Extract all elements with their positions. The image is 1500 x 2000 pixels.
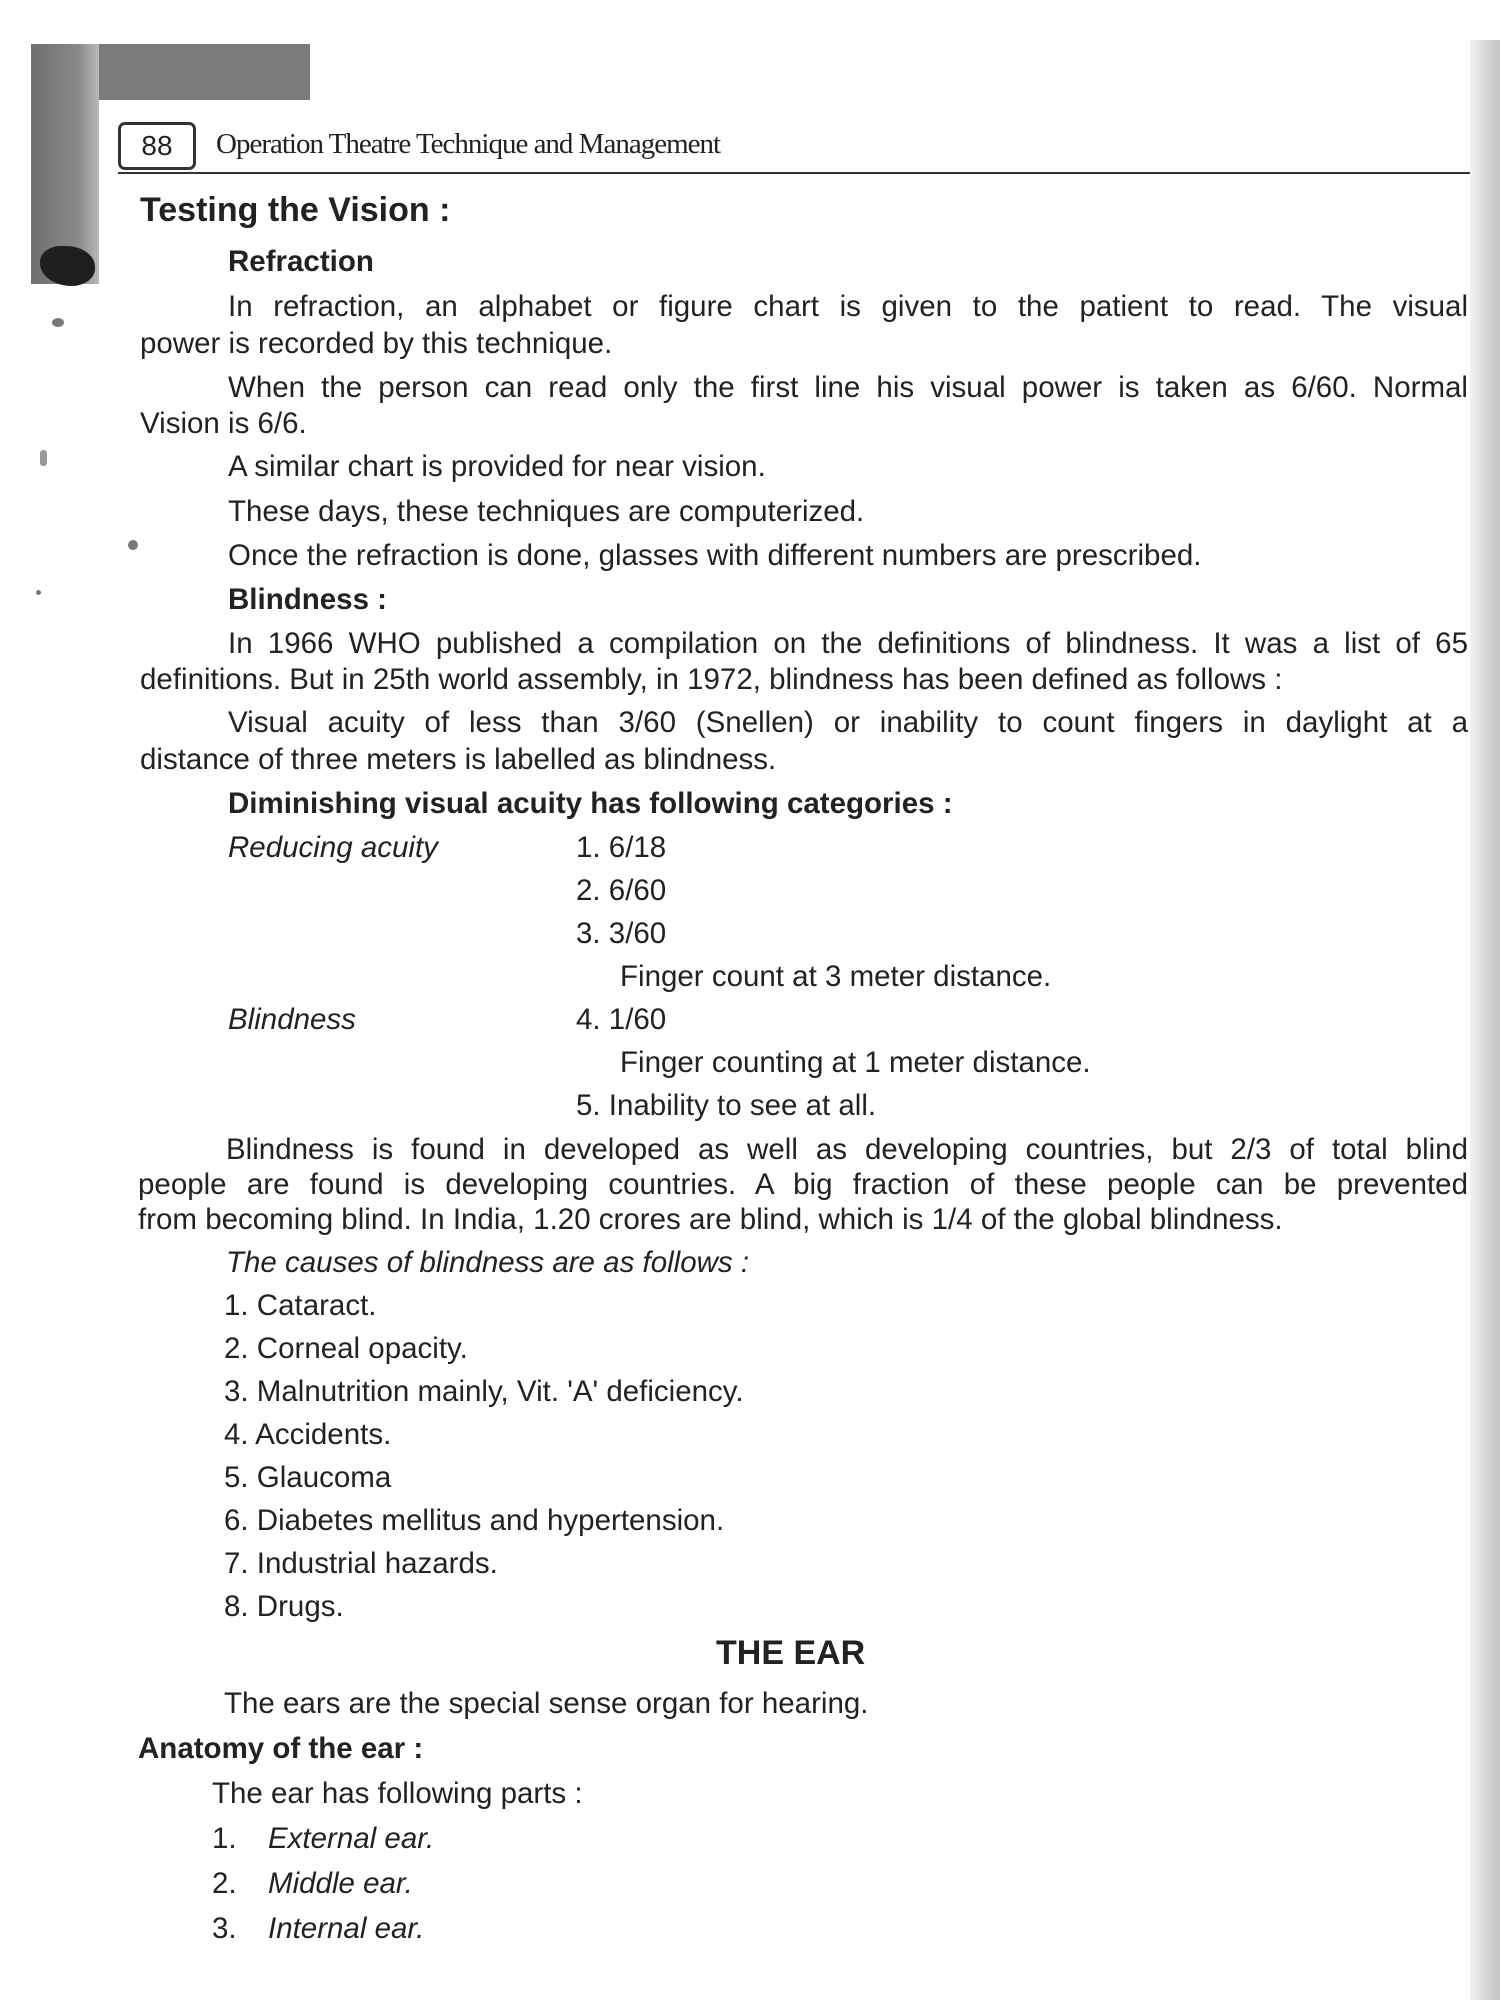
subheading-refraction: Refraction — [228, 245, 374, 278]
cause-item: 6. Diabetes mellitus and hypertension. — [224, 1504, 725, 1537]
prevalence-line2: people are found is developing countries. A big fraction of these people can be prevented — [138, 1168, 1468, 1201]
acuity-item-note: Finger count at 3 meter distance. — [620, 960, 1052, 993]
cause-item: 5. Glaucoma — [224, 1461, 392, 1494]
scan-speck — [36, 590, 41, 595]
refraction-p2-line2: Vision is 6/6. — [140, 407, 307, 440]
blindness-p1-line1: In 1966 WHO published a compilation on the definitions of blindness. It was a list of 65 — [228, 627, 1468, 660]
acuity-label-reducing: Reducing acuity — [228, 831, 438, 864]
ear-part-number: 3. — [212, 1912, 237, 1945]
page-number: 88 — [118, 122, 196, 170]
ear-part-name: Middle ear. — [268, 1867, 413, 1900]
acuity-item-note: Finger counting at 1 meter distance. — [620, 1046, 1091, 1079]
refraction-p1-line1: In refraction, an alphabet or figure chart is given to the patient to read. The visual — [228, 290, 1468, 323]
ear-part-name: External ear. — [268, 1822, 435, 1855]
ear-intro: The ears are the special sense organ for hearing. — [224, 1687, 869, 1720]
cause-item: 8. Drugs. — [224, 1590, 344, 1623]
refraction-p4: These days, these techniques are computerized. — [228, 495, 865, 528]
refraction-p3: A similar chart is provided for near vision. — [228, 450, 766, 483]
ear-part-name: Internal ear. — [268, 1912, 425, 1945]
acuity-item: 1. 6/18 — [576, 831, 667, 864]
refraction-p1-line2: power is recorded by this technique. — [140, 327, 613, 360]
prevalence-line3: from becoming blind. In India, 1.20 crores are blind, which is 1/4 of the global blindness. — [138, 1203, 1283, 1236]
refraction-p5: Once the refraction is done, glasses with different numbers are prescribed. — [228, 539, 1202, 572]
cause-item: 7. Industrial hazards. — [224, 1547, 498, 1580]
ear-part-number: 2. — [212, 1867, 237, 1900]
ear-part-number: 1. — [212, 1822, 237, 1855]
cause-item: 1. Cataract. — [224, 1289, 377, 1322]
acuity-item: 3. 3/60 — [576, 917, 667, 950]
prevalence-line1: Blindness is found in developed as well as developing countries, but 2/3 of total blind — [226, 1133, 1468, 1166]
acuity-item: 4. 1/60 — [576, 1003, 667, 1036]
causes-intro: The causes of blindness are as follows : — [226, 1246, 750, 1279]
cause-item: 4. Accidents. — [224, 1418, 392, 1451]
blindness-p2-line2: distance of three meters is labelled as blindness. — [140, 743, 777, 776]
acuity-label-blindness: Blindness — [228, 1003, 356, 1036]
blindness-p1-line2: definitions. But in 25th world assembly, in 1972, blindness has been defined as follows : — [140, 663, 1283, 696]
cause-item: 2. Corneal opacity. — [224, 1332, 468, 1365]
scan-speck — [52, 318, 64, 327]
scan-binding-shadow — [1470, 40, 1500, 2000]
subheading-anatomy-of-ear: Anatomy of the ear : — [138, 1732, 424, 1765]
running-header — [118, 122, 1470, 174]
cause-item: 3. Malnutrition mainly, Vit. 'A' deficiency. — [224, 1375, 744, 1408]
ear-parts-intro: The ear has following parts : — [212, 1777, 583, 1810]
section-title-the-ear: THE EAR — [716, 1634, 866, 1672]
subheading-blindness: Blindness : — [228, 583, 387, 616]
refraction-p2-line1: When the person can read only the first line his visual power is taken as 6/60. Normal — [228, 371, 1468, 404]
acuity-item: 5. Inability to see at all. — [576, 1089, 877, 1122]
blindness-p2-line1: Visual acuity of less than 3/60 (Snellen) or inability to count fingers in daylight at a — [228, 706, 1468, 739]
running-title: Operation Theatre Technique and Management — [216, 128, 721, 160]
subheading-diminishing-acuity: Diminishing visual acuity has following categories : — [228, 787, 953, 820]
scan-speck — [40, 450, 47, 466]
scan-speck — [128, 540, 138, 550]
acuity-item: 2. 6/60 — [576, 874, 667, 907]
section-heading-testing-vision: Testing the Vision : — [140, 191, 451, 229]
